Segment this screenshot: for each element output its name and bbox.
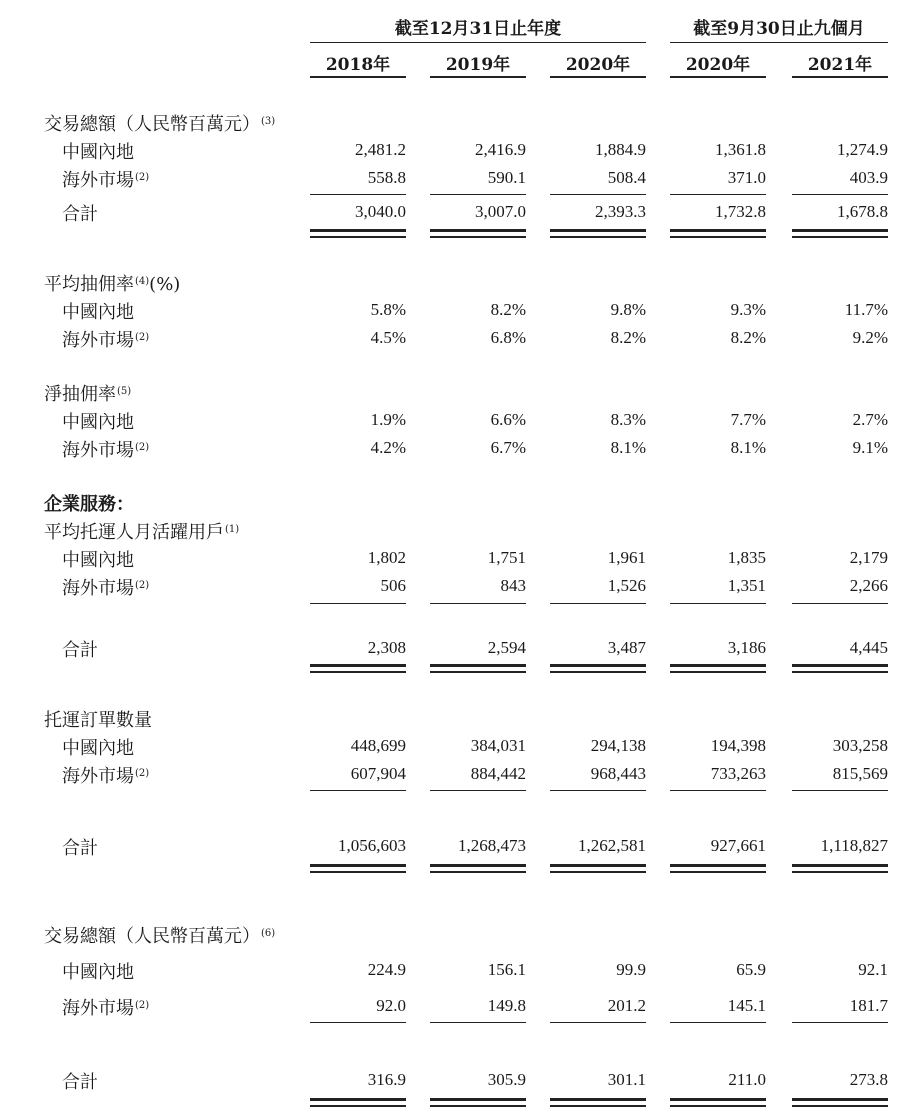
total-value: 3,186 — [727, 638, 766, 657]
subtotal-rule — [550, 603, 646, 604]
subtotal-rule — [430, 603, 526, 604]
total-value: 3,040.0 — [355, 202, 406, 221]
cell-value: 224.9 — [367, 960, 406, 979]
cell-value: 843 — [500, 576, 526, 595]
cell-value: 448,699 — [350, 736, 406, 755]
cell-value: 508.4 — [607, 168, 646, 187]
total-double-rule — [670, 1098, 766, 1107]
subtotal-rule — [550, 1022, 646, 1023]
year-rule — [670, 76, 766, 78]
cell-value: 6.8% — [490, 328, 526, 347]
section-title-orders: 托運訂單數量 — [44, 710, 152, 731]
row-label: 海外市場$^{(2)}$ — [62, 170, 150, 191]
section-title-avg-commission: 平均抽佣率$^{(4)}$(%) — [44, 274, 181, 295]
cell-value: 8.2% — [490, 300, 526, 319]
year-rule — [430, 76, 526, 78]
row-label: 海外市場$^{(2)}$ — [62, 330, 150, 351]
subtotal-rule — [670, 603, 766, 604]
row-label: 中國內地 — [62, 142, 134, 163]
subtotal-rule — [670, 194, 766, 195]
cell-value: 6.7% — [490, 438, 526, 457]
cell-value: 156.1 — [487, 960, 526, 979]
subtotal-rule — [550, 194, 646, 195]
cell-value: 6.6% — [490, 410, 526, 429]
total-double-rule — [430, 864, 526, 873]
header-group-nine-months: 截至9月30日止九個月 — [693, 19, 865, 39]
row-label: 海外市場$^{(2)}$ — [62, 440, 150, 461]
subtotal-rule — [430, 790, 526, 791]
total-value: 3,007.0 — [475, 202, 526, 221]
cell-value: 8.1% — [730, 438, 766, 457]
subtotal-rule — [310, 790, 406, 791]
cell-value: 149.8 — [487, 996, 526, 1015]
total-double-rule — [550, 229, 646, 238]
total-double-rule — [670, 229, 766, 238]
cell-value: 181.7 — [849, 996, 888, 1015]
cell-value: 294,138 — [590, 736, 646, 755]
total-double-rule — [550, 1098, 646, 1107]
cell-value: 92.1 — [858, 960, 888, 979]
cell-value: 9.2% — [852, 328, 888, 347]
year-rule — [550, 76, 646, 78]
subtotal-rule — [792, 790, 888, 791]
cell-value: 733,263 — [710, 764, 766, 783]
header-rule-fiscal — [310, 42, 646, 43]
cell-value: 1,751 — [487, 548, 526, 567]
row-label: 海外市場$^{(2)}$ — [62, 766, 150, 787]
total-double-rule — [550, 664, 646, 673]
section-title-gtv: 交易總額（人民幣百萬元）$^{(3)}$ — [44, 114, 276, 135]
total-double-rule — [310, 1098, 406, 1107]
total-double-rule — [550, 864, 646, 873]
cell-value: 5.8% — [370, 300, 406, 319]
cell-value: 194,398 — [710, 736, 766, 755]
cell-value: 9.1% — [852, 438, 888, 457]
section-heading-enterprise: 企業服務： — [44, 494, 134, 515]
cell-value: 92.0 — [376, 996, 406, 1015]
total-double-rule — [310, 664, 406, 673]
cell-value: 8.2% — [730, 328, 766, 347]
cell-value: 9.3% — [730, 300, 766, 319]
cell-value: 8.2% — [610, 328, 646, 347]
cell-value: 968,443 — [590, 764, 646, 783]
header-group-fiscal-year: 截至12月31日止年度 — [394, 19, 562, 39]
cell-value: 371.0 — [727, 168, 766, 187]
cell-value: 506 — [380, 576, 406, 595]
total-value: 1,268,473 — [458, 836, 526, 855]
subtotal-rule — [792, 1022, 888, 1023]
total-value: 4,445 — [849, 638, 888, 657]
cell-value: 558.8 — [367, 168, 406, 187]
cell-value: 7.7% — [730, 410, 766, 429]
total-double-rule — [430, 1098, 526, 1107]
row-label: 中國內地 — [62, 412, 134, 433]
cell-value: 403.9 — [849, 168, 888, 187]
total-value: 1,732.8 — [715, 202, 766, 221]
cell-value: 1,526 — [607, 576, 646, 595]
section-title-net-commission: 淨抽佣率$^{(5)}$ — [44, 384, 132, 405]
total-value: 273.8 — [849, 1070, 888, 1089]
cell-value: 303,258 — [832, 736, 888, 755]
row-label: 中國內地 — [62, 738, 134, 759]
cell-value: 884,442 — [470, 764, 526, 783]
total-value: 927,661 — [710, 836, 766, 855]
subtotal-rule — [792, 194, 888, 195]
section-title-gtv-2: 交易總額（人民幣百萬元）$^{(6)}$ — [44, 926, 276, 947]
total-value: 211.0 — [728, 1070, 766, 1089]
total-value: 2,308 — [367, 638, 406, 657]
row-label: 中國內地 — [62, 962, 134, 983]
cell-value: 2,416.9 — [475, 140, 526, 159]
cell-value: 590.1 — [487, 168, 526, 187]
cell-value: 9.8% — [610, 300, 646, 319]
subtotal-rule — [430, 194, 526, 195]
cell-value: 1,884.9 — [595, 140, 646, 159]
header-rule-nine-months — [670, 42, 888, 43]
cell-value: 1.9% — [370, 410, 406, 429]
total-double-rule — [670, 664, 766, 673]
total-value: 1,118,827 — [820, 836, 888, 855]
row-label: 海外市場$^{(2)}$ — [62, 998, 150, 1019]
cell-value: 1,961 — [607, 548, 646, 567]
total-value: 1,056,603 — [338, 836, 406, 855]
cell-value: 1,835 — [727, 548, 766, 567]
total-label: 合計 — [62, 1072, 98, 1093]
year-header-2020-9m: 2020年 — [685, 55, 751, 75]
subtotal-rule — [792, 603, 888, 604]
subtotal-rule — [310, 1022, 406, 1023]
cell-value: 145.1 — [727, 996, 766, 1015]
cell-value: 607,904 — [350, 764, 406, 783]
total-double-rule — [792, 864, 888, 873]
total-double-rule — [310, 864, 406, 873]
total-value: 305.9 — [487, 1070, 526, 1089]
subtotal-rule — [670, 1022, 766, 1023]
cell-value: 4.5% — [370, 328, 406, 347]
cell-value: 201.2 — [607, 996, 646, 1015]
subtotal-rule — [310, 603, 406, 604]
cell-value: 2,481.2 — [355, 140, 406, 159]
cell-value: 1,802 — [367, 548, 406, 567]
cell-value: 11.7% — [844, 300, 888, 319]
total-label: 合計 — [62, 204, 98, 225]
cell-value: 2,266 — [849, 576, 888, 595]
cell-value: 8.3% — [610, 410, 646, 429]
year-header-2019: 2019年 — [445, 55, 511, 75]
total-value: 1,678.8 — [837, 202, 888, 221]
row-label: 海外市場$^{(2)}$ — [62, 578, 150, 599]
total-double-rule — [430, 229, 526, 238]
subtotal-rule — [430, 1022, 526, 1023]
cell-value: 1,351 — [727, 576, 766, 595]
row-label: 中國內地 — [62, 302, 134, 323]
total-double-rule — [310, 229, 406, 238]
total-value: 1,262,581 — [578, 836, 646, 855]
total-value: 2,594 — [487, 638, 526, 657]
cell-value: 8.1% — [610, 438, 646, 457]
total-value: 301.1 — [607, 1070, 646, 1089]
cell-value: 1,361.8 — [715, 140, 766, 159]
total-value: 2,393.3 — [595, 202, 646, 221]
total-double-rule — [430, 664, 526, 673]
cell-value: 815,569 — [832, 764, 888, 783]
total-double-rule — [792, 1098, 888, 1107]
row-label: 中國內地 — [62, 550, 134, 571]
year-header-2020: 2020年 — [565, 55, 631, 75]
subtotal-rule — [670, 790, 766, 791]
section-title-active-shippers: 平均托運人月活躍用戶$^{(1)}$ — [44, 522, 240, 543]
year-rule — [792, 76, 888, 78]
total-label: 合計 — [62, 838, 98, 859]
total-double-rule — [792, 229, 888, 238]
subtotal-rule — [310, 194, 406, 195]
year-header-2021-9m: 2021年 — [807, 55, 873, 75]
total-label: 合計 — [62, 640, 98, 661]
cell-value: 1,274.9 — [837, 140, 888, 159]
total-double-rule — [792, 664, 888, 673]
cell-value: 384,031 — [470, 736, 526, 755]
total-value: 3,487 — [607, 638, 646, 657]
cell-value: 65.9 — [736, 960, 766, 979]
total-double-rule — [670, 864, 766, 873]
cell-value: 4.2% — [370, 438, 406, 457]
total-value: 316.9 — [367, 1070, 406, 1089]
subtotal-rule — [550, 790, 646, 791]
cell-value: 2,179 — [849, 548, 888, 567]
cell-value: 2.7% — [852, 410, 888, 429]
cell-value: 99.9 — [616, 960, 646, 979]
year-rule — [310, 76, 406, 78]
year-header-2018: 2018年 — [325, 55, 391, 75]
